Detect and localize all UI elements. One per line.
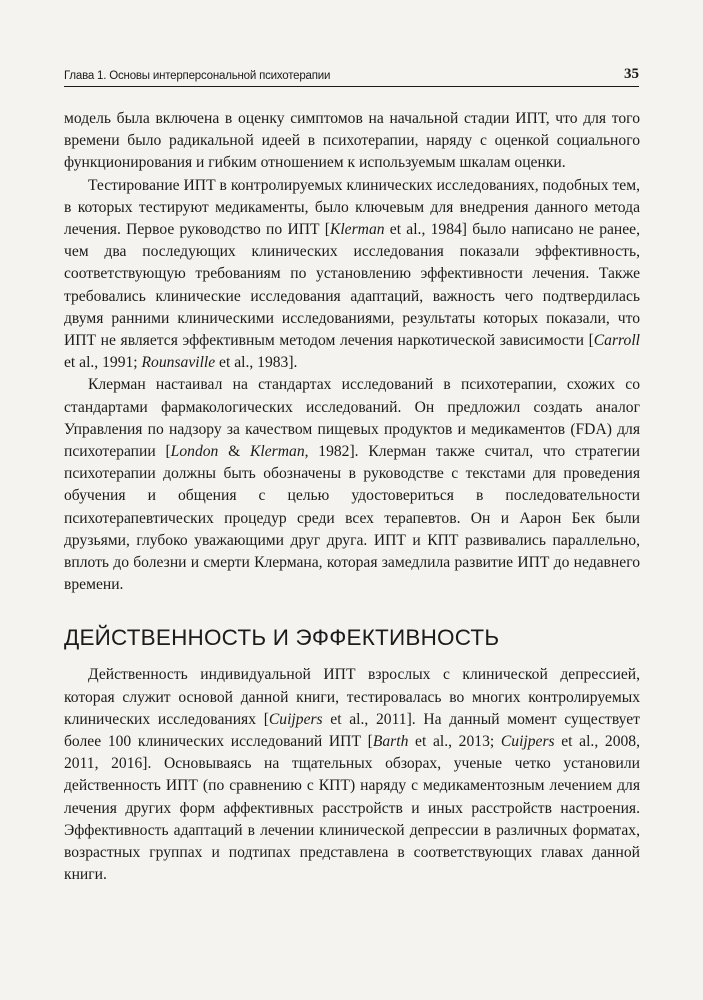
paragraph-2-text-c: et al., 1991;: [64, 354, 142, 372]
paragraph-4-text-b: et al., 2011]. На данный момент существует более 100 клинических исследований ИПТ [: [64, 710, 641, 751]
citation-author: Cuijpers: [268, 710, 323, 728]
citation-author: Klerman: [329, 221, 385, 239]
citation-author: London: [170, 443, 219, 461]
citation-author: Cuijpers: [500, 733, 555, 751]
paragraph-4-text-a: Действенность индивидуальной ИПТ взрослых с клинической депрессией, которая служит основой данной книги, тестировалась во многих контролируемых клинических исследованиях [: [64, 666, 640, 728]
paragraph-3-text-b: &: [218, 443, 251, 461]
paragraph-2-text-a: Тестирование ИПТ в контролируемых клинических исследованиях, подобных тем, в которых тестируют медикаменты, было ключевым для внедрения данного метода лечения. Первое руководство по ИПТ [: [64, 176, 640, 239]
section-heading: ДЕЙСТВЕННОСТЬ И ЭФФЕКТИВНОСТЬ: [64, 625, 500, 651]
paragraph-2: [64, 175, 640, 375]
citation-author: Klerman: [250, 443, 305, 461]
paragraph-4-text-c: et al., 2013;: [408, 733, 501, 751]
paragraph-3: [64, 374, 640, 596]
citation-author: Carroll: [593, 332, 640, 350]
paragraph-3-text-c: , 1982]. Клерман также считал, что стратегии психотерапии должны быть обозначены в руководстве с текстами для проведения обучения и общения с целью удостовериться в последовательности психотерапевтических процедур среди всех терапевтов. Он и Аарон Бек были друзьями, глубоко уважающими друг друга. ИПТ и КПТ развивались параллельно, вплоть до болезни и смерти Клермана, которая замедлила развитие ИПТ до недавнего времени.: [64, 443, 640, 594]
paragraph-1: модель была включена в оценку симптомов на начальной стадии ИПТ, что для того времени было радикальной идеей в психотерапии, наряду с оценкой социального функционирования и гибким отношением к используемым шкалам оценки.: [64, 110, 640, 172]
paragraph-3-text-a: Клерман настаивал на стандартах исследований в психотерапии, схожих со стандартами фармакологических исследований. Он предложил создать аналог Управления по надзору за качеством пищевых продуктов и медикаментов (FDA) для психотерапии [: [64, 376, 640, 461]
paragraph-2-text-b: et al., 1984] было написано не ранее, чем два последующих клинических исследования показали эффективность, соответствующую требованиям по установлению эффективности лечения. Также требовались клинические исследования адаптаций, важность чего подтвердилась двумя ранними клиническими исследованиями, результаты которых показали, что ИПТ не является эффективным методом лечения наркотической зависимости [: [64, 221, 640, 350]
paragraph-4-text-d: et al., 2008, 2011, 2016]. Основываясь на тщательных обзорах, ученые четко установили действенность ИПТ (по сравнению с КПТ) наряду с медикаментозным лечением для лечения других форм аффективных расстройств и иных расстройств настроения. Эффективность адаптаций в лечении клинической депрессии в различных форматах, возрастных группах и подтипах представлена в соответствующих главах данной книги.: [64, 733, 640, 884]
paragraph-2-text-d: et al., 1983].: [215, 354, 298, 372]
citation-author: Barth: [372, 733, 409, 751]
page-number: 35: [624, 66, 639, 82]
chapter-title: Глава 1. Основы интерперсональной психотерапии: [64, 70, 331, 82]
citation-author: Rounsaville: [141, 354, 216, 372]
page-body: [64, 108, 640, 887]
paragraph-4: [64, 664, 640, 886]
running-header: [64, 66, 639, 87]
